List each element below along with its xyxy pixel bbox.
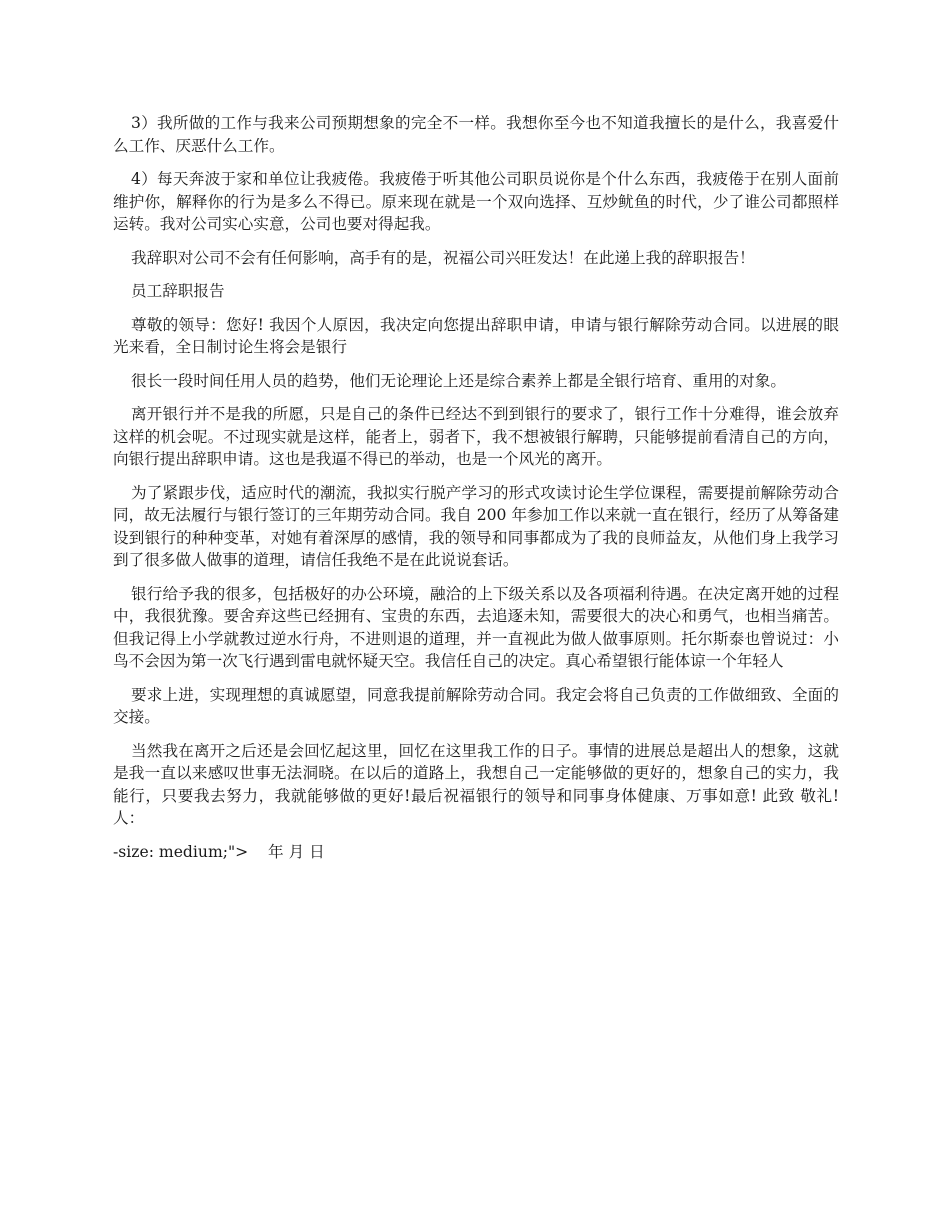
section-title: 员工辞职报告 [131, 282, 225, 300]
paragraph-greeting: 尊敬的领导：您好! 我因个人原因，我决定向您提出辞职申请，申请与银行解除劳动合同。以进展的眼光来看，全日制讨论生将会是银行 [113, 315, 839, 356]
paragraph-reason-4: 4）每天奔波于家和单位让我疲倦。我疲倦于听其他公司职员说你是个什么东西，我疲倦于在别人面前维护你，解释你的行为是多么不得已。原来现在就是一个双向选择、互炒鱿鱼的时代，少了谁公司都照样运转。我对公司实心实意，公司也要对得起我。 [113, 170, 839, 233]
paragraph-trend: 很长一段时间任用人员的趋势，他们无论理论上还是综合素养上都是全银行培育、重用的对象。 [131, 371, 786, 390]
paragraph-closing-1: 我辞职对公司不会有任何影响，高手有的是，祝福公司兴旺发达！在此递上我的辞职报告！ [131, 248, 755, 267]
paragraph-farewell: 当然我在离开之后还是会回忆起这里，回忆在这里我工作的日子。事情的进展总是超出人的想象，这就是我一直以来感叹世事无法洞晓。在以后的道路上，我想自己一定能够做的更好的，想象自己的实力，我能行，只要我去努力，我就能够做的更好!最后祝福银行的领导和同事身体健康、万事如意! 此致 敬礼! 人： [113, 741, 839, 827]
paragraph-study: 为了紧跟步伐，适应时代的潮流，我拟实行脱产学习的形式攻读讨论生学位课程，需要提前解除劳动合同，故无法履行与银行签订的三年期劳动合同。我自 200 年参加工作以来就一直在银行，经历了从筹备建设到银行的种种变革，对她有着深厚的感情，我的领导和同事都成为了我的良师益友，从他们身上我学习到了很多做人做事的道理，请信任我绝不是在此说说套话。 [113, 483, 839, 569]
document-page [113, 112, 839, 863]
paragraph-reason-3: 3）我所做的工作与我来公司预期想象的完全不一样。我想你至今也不知道我擅长的是什么，我喜爱什么工作、厌恶什么工作。 [113, 114, 839, 155]
paragraph-bank-gave: 银行给予我的很多，包括极好的办公环境，融洽的上下级关系以及各项福利待遇。在决定离开她的过程中，我很犹豫。要舍弃这些已经拥有、宝贵的东西，去追逐未知，需要很大的决心和勇气，也相当痛苦。但我记得上小学就教过逆水行舟，不进则退的道理，并一直视此为做人做事原则。托尔斯泰也曾说过：小鸟不会因为第一次飞行遇到雷电就怀疑天空。我信任自己的决定。真心希望银行能体谅一个年轻人 [113, 584, 839, 670]
paragraph-leaving: 离开银行并不是我的所愿，只是自己的条件已经达不到到银行的要求了，银行工作十分难得，谁会放弃这样的机会呢。不过现实就是这样，能者上，弱者下，我不想被银行解聘，只能够提前看清自己的方向，向银行提出辞职申请。这也是我逼不得已的举动，也是一个风光的离开。 [113, 405, 839, 468]
paragraph-request: 要求上进，实现理想的真诚愿望，同意我提前解除劳动合同。我定会将自己负责的工作做细致、全面的交接。 [113, 685, 839, 726]
signoff-date-line: -size: medium;"> 年 月 日 [113, 842, 325, 861]
